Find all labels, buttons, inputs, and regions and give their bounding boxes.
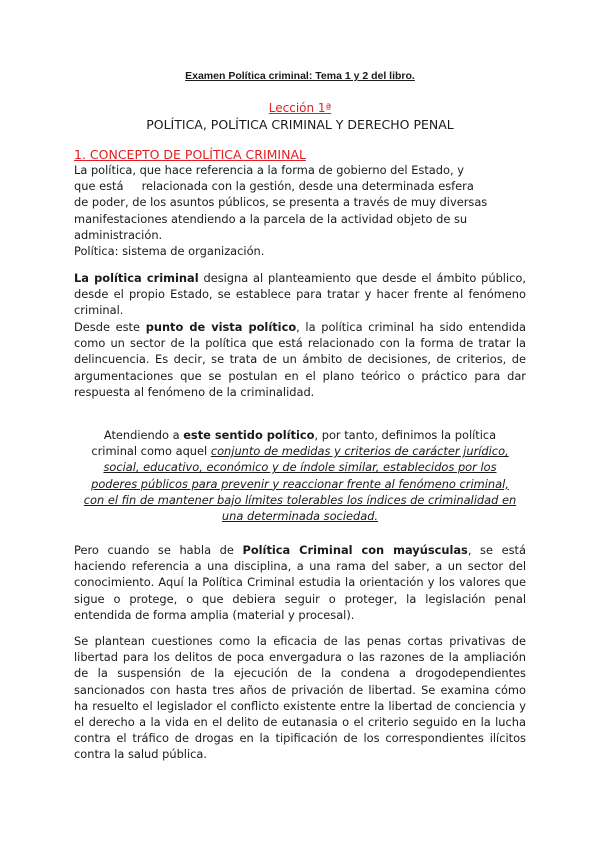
paragraph-definicion <box>82 427 518 524</box>
lesson-label: Lección 1ª <box>268 101 332 115</box>
paragraph-mayusculas <box>74 542 526 623</box>
definition-emphasis: conjunto de medidas y criterios de carácter jurídico, social, educativo, económico y de índole similar, establecidos por los poderes públicos para prevenir y reaccionar frente al fenómeno criminal, con el fin de mantener bajo límites tolerables los índices de criminalidad en una determinada sociedad. <box>83 444 517 524</box>
paragraph-punto-de-vista <box>74 319 526 400</box>
paragraph-text: , se está haciendo referencia a una disciplina, a una rama del saber, a un sector del conocimiento. Aquí la Política Criminal estudia la orientación y los valores que sigue o protege, o que debiera seguir o proteger, la legislación penal entendida de forma amplia (material y procesal). <box>74 543 526 622</box>
paragraph-politica-criminal <box>74 270 526 319</box>
paragraph-politica <box>74 162 526 259</box>
paragraph-cuestiones <box>74 633 526 763</box>
paragraph-text: Atendiendo a <box>103 428 184 442</box>
section-heading: 1. CONCEPTO DE POLÍTICA CRIMINAL <box>74 147 306 162</box>
paragraph-text: Desde este <box>74 320 146 334</box>
paragraph-line: La política, que hace referencia a la forma de gobierno del Estado, y <box>74 163 464 177</box>
paragraph-line: de poder, de los asuntos públicos, se presenta a través de muy diversas <box>74 195 488 210</box>
paragraph-text: , por tanto, definimos la política criminal como aquel <box>91 428 497 459</box>
paragraph-text: Se plantean cuestiones como la eficacia de las penas cortas privativas de libertad para los delitos de poca envergadura o las razones de la ampliación de la suspensión de la ejecución de la condena a drogodependientes sancionados con hasta tres años de privación de libertad. Se examina cómo ha resuelto el legislador el conflicto existente entre la libertad de conciencia y el derecho a la vida en el delito de eutanasia o el criterio seguido en la lucha contra el tráfico de drogas en la tipificación de los correspondientes ilícitos contra la salud pública. <box>74 634 526 762</box>
paragraph-line: manifestaciones atendiendo a la parcela de la actividad objeto de su <box>74 211 468 226</box>
paragraph-line: que está relacionada con la gestión, desde una determinada esfera <box>74 179 474 194</box>
bold-term: La política criminal <box>74 271 199 285</box>
definition-line: Política: sistema de organización. <box>74 244 265 259</box>
bold-term: Política Criminal con mayúsculas <box>242 543 468 557</box>
main-title: POLÍTICA, POLÍTICA CRIMINAL Y DERECHO PENAL <box>146 117 454 132</box>
paragraph-line: administración. <box>74 227 163 242</box>
paragraph-text: designa al planteamiento que desde el ámbito público, desde el propio Estado, se establece para tratar y hacer frente al fenómeno criminal. <box>74 271 526 318</box>
paragraph-text: , la política criminal ha sido entendida como un sector de la política que está relacionado con la forma de tratar la delincuencia. Es decir, se trata de un ámbito de decisiones, de criterios, de argumentaciones que se postulan en el plano teórico o práctico para dar respuesta al fenómeno de la criminalidad. <box>74 320 526 399</box>
bold-term: este sentido político <box>183 428 315 442</box>
document-header-title: Examen Política criminal: Tema 1 y 2 del libro. <box>185 70 415 82</box>
paragraph-text: Pero cuando se habla de <box>74 543 243 557</box>
bold-term: punto de vista político <box>145 320 297 334</box>
